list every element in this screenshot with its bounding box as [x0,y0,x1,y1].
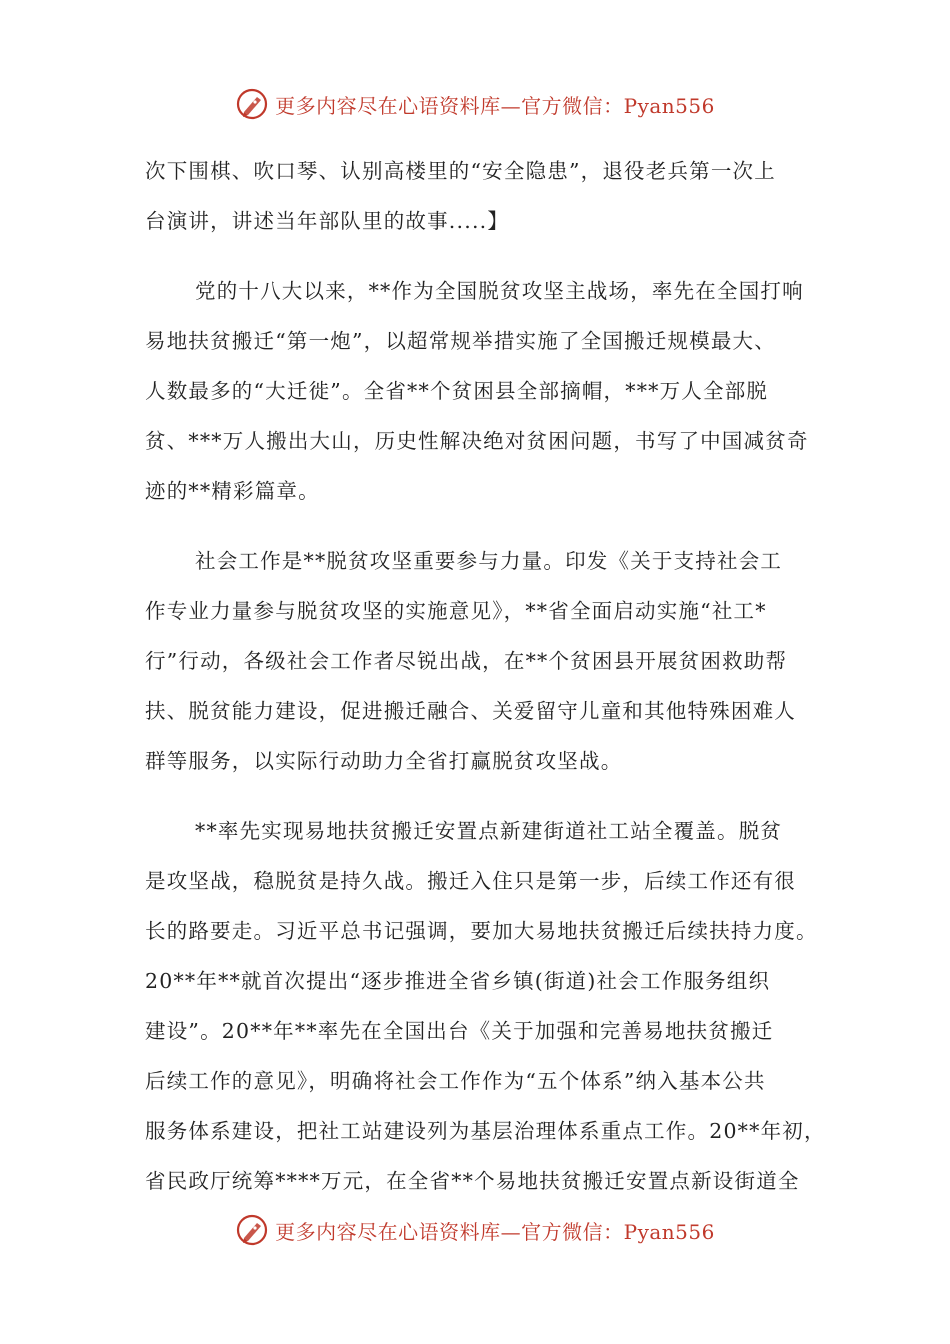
text-line: 台演讲，讲述当年部队里的故事.....】 [145,209,510,233]
text-line: 省民政厅统筹****万元，在全省**个易地扶贫搬迁安置点新设街道全 [145,1169,800,1193]
text-line: 社会工作是**脱贫攻坚重要参与力量。印发《关于支持社会工 [195,549,783,573]
text-line: 群等服务，以实际行动助力全省打赢脱贫攻坚战。 [145,749,623,773]
text-line: **率先实现易地扶贫搬迁安置点新建街道社工站全覆盖。脱贫 [195,819,783,843]
paragraph [145,146,825,246]
document-body [145,146,825,1206]
text-line: 贫、***万人搬出大山，历史性解决绝对贫困问题，书写了中国减贫奇 [145,429,809,453]
text-line: 易地扶贫搬迁“第一炮”，以超常规举措实施了全国搬迁规模最大、 [145,329,776,353]
text-line: 党的十八大以来，**作为全国脱贫攻坚主战场，率先在全国打响 [195,279,804,303]
pen-nib-circle-icon [235,1213,269,1247]
text-line: 后续工作的意见》，明确将社会工作作为“五个体系”纳入基本公共 [145,1069,766,1093]
text-line: 次下围棋、吹口琴、认别高楼里的“安全隐患”，退役老兵第一次上 [145,159,776,183]
paragraph [145,806,825,1206]
text-line: 行”行动，各级社会工作者尽锐出战，在**个贫困县开展贫困救助帮 [145,649,788,673]
paragraph [145,266,825,516]
text-line: 是攻坚战，稳脱贫是持久战。搬迁入住只是第一步，后续工作还有很 [145,869,796,893]
text-line: 扶、脱贫能力建设，促进搬迁融合、关爱留守儿童和其他特殊困难人 [145,699,796,723]
footer-watermark [0,1210,950,1250]
text-line: 服务体系建设，把社工站建设列为基层治理体系重点工作。20**年初， [145,1119,826,1143]
header-watermark [0,84,950,124]
paragraph [145,536,825,786]
text-line: 作专业力量参与脱贫攻坚的实施意见》，**省全面启动实施“社工* [145,599,767,623]
watermark-text: 更多内容尽在心语资料库—官方微信：Pyan556 [275,93,715,118]
text-line: 人数最多的“大迁徙”。全省**个贫困县全部摘帽，***万人全部脱 [145,379,769,403]
text-line: 20**年**就首次提出“逐步推进全省乡镇(街道)社会工作服务组织 [145,969,771,993]
text-line: 长的路要走。习近平总书记强调，要加大易地扶贫搬迁后续扶持力度。 [145,919,818,943]
text-line: 建设”。20**年**率先在全国出台《关于加强和完善易地扶贫搬迁 [145,1019,774,1043]
pen-nib-circle-icon [235,87,269,121]
text-line: 迹的**精彩篇章。 [145,479,320,503]
watermark-text: 更多内容尽在心语资料库—官方微信：Pyan556 [275,1219,715,1244]
